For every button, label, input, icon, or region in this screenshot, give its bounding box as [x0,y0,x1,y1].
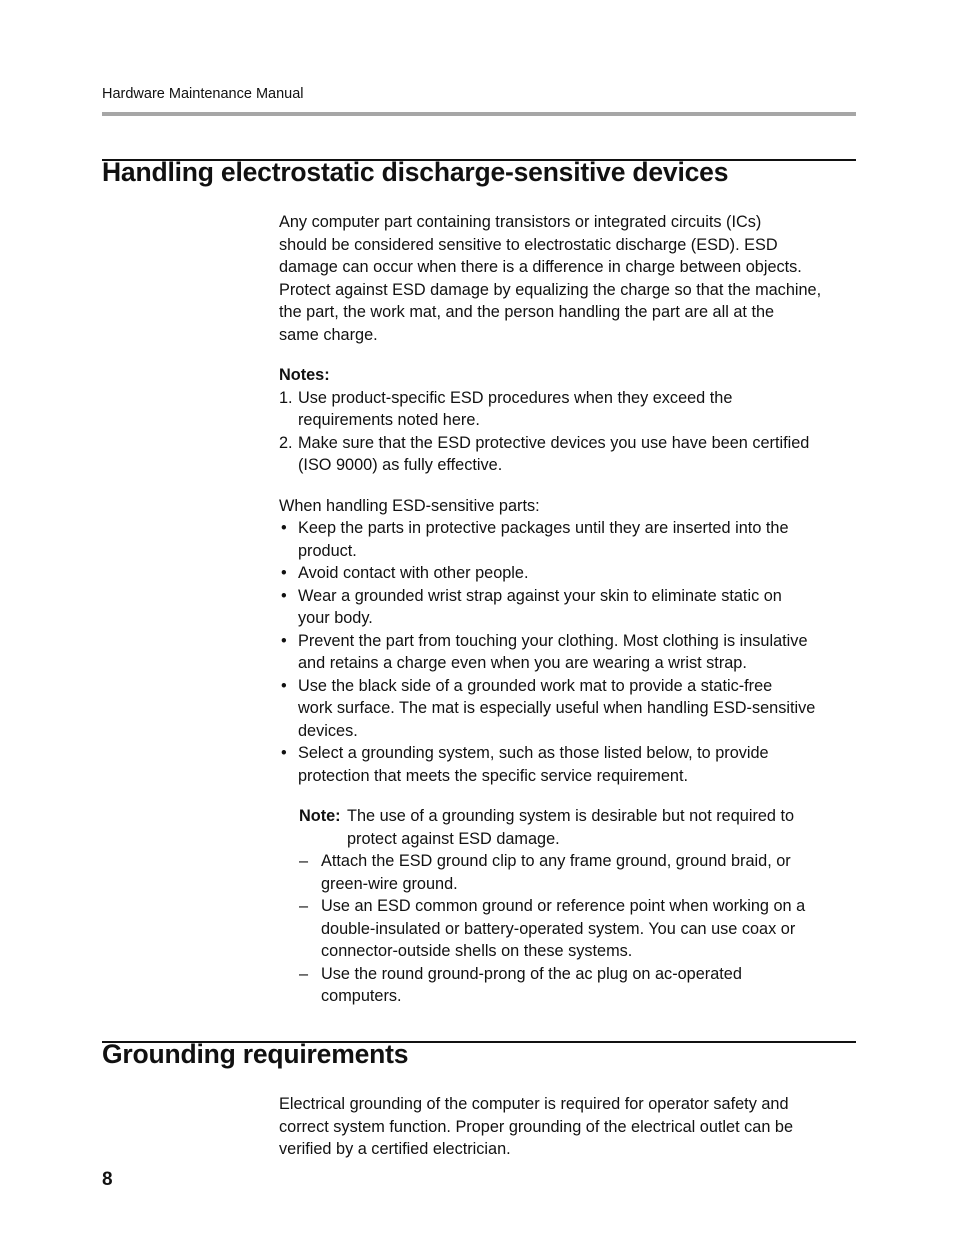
notes-list [279,387,859,477]
esd-section-body [279,211,859,1008]
grounding-dash-list [299,850,859,1008]
section-title-esd: Handling electrostatic discharge-sensitive devices [102,157,729,187]
bullet-item: • Prevent the part from touching your clothing. Most clothing is insulative and retains a charge even when you are wearing a wrist strap. [281,631,808,672]
bullet-item: • Avoid contact with other people. [279,562,859,585]
note-item: 2. Make sure that the ESD protective devices you use have been certified (ISO 9000) as fully effective. [279,433,810,474]
note-number: 2. [279,433,293,452]
note-item: 1. Use product-specific ESD procedures when they exceed the requirements noted here. [279,388,733,429]
grounding-system-subsection [299,787,859,1008]
bullet-item: • Select a grounding system, such as those listed below, to provide protection that meets the specific service requirement. [281,744,769,785]
dash-item: – Use the round ground-prong of the ac plug on ac-operated computers. [299,964,742,1005]
grounding-section-body [279,1093,859,1161]
handling-intro: When handling ESD-sensitive parts: [279,496,540,515]
dash-item: – Attach the ESD ground clip to any frame ground, ground braid, or green-wire ground. [299,852,791,893]
dash-item: – Use an ESD common ground or reference point when working on a double-insulated or battery-operated system. You can use coax or connector-outside shells on these systems. [299,897,806,960]
bullet-marker: • [281,519,287,537]
dash-marker: – [299,964,309,983]
notes-heading: Notes: [279,366,330,384]
note-number: 1. [279,388,293,407]
dash-marker: – [299,852,309,870]
page-number: 8 [102,1169,113,1190]
handling-bullet-list [279,517,859,787]
bullet-item: • Wear a grounded wrist strap against your skin to eliminate static on your body. [281,586,782,627]
inline-note-label: Note: [299,807,341,825]
esd-intro-paragraph: Any computer part containing transistors or integrated circuits (ICs) should be considered sensitive to electrostatic discharge (ESD). ESD damage can occur when there is a difference in charge between objects. Protect against ESD damage by equalizing the charge so that the machine, the part, the work mat, and the person handling the part are all at the same charge. [279,213,822,344]
inline-note: Note: The use of a grounding system is desirable but not required to protect against ESD damage. [299,807,795,848]
section-title-grounding: Grounding requirements [102,1039,409,1069]
bullet-marker: • [281,586,287,605]
bullet-item: • Use the black side of a grounded work mat to provide a static-free work surface. The mat is especially useful when handling ESD-sensitive devices. [281,676,816,740]
grounding-paragraph: Electrical grounding of the computer is required for operator safety and correct system function. Proper grounding of the electrical outlet can be verified by a certified electrician. [279,1095,794,1158]
running-header: Hardware Maintenance Manual [102,86,304,102]
bullet-marker: • [281,676,287,695]
dash-marker: – [299,897,309,915]
bullet-marker: • [281,564,287,582]
bullet-item: • Keep the parts in protective packages until they are inserted into the product. [281,519,789,560]
bullet-marker: • [281,631,287,650]
header-rule [102,112,856,116]
bullet-marker: • [281,744,287,762]
